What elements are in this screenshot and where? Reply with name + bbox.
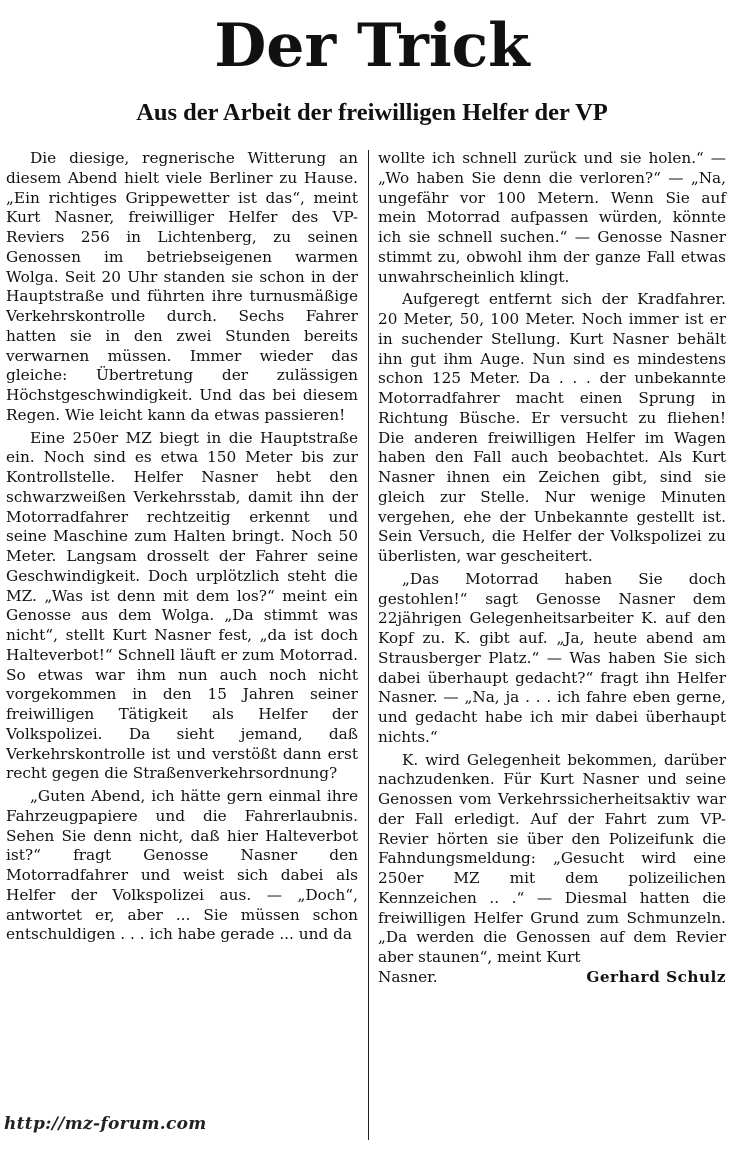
- paragraph: wollte ich schnell zurück und sie holen.“ — „Wo haben Sie denn die verloren?“ — „Na, ungefähr vor 100 Metern. Wenn Sie auf mein Motorrad aufpassen würden, könnte ich sie schnell suchen.“ — Genosse Nasner stimmt zu, obwohl ihm der ganze Fall etwas unwahrscheinlich klingt.: [378, 149, 726, 286]
- closing-line: [378, 968, 726, 988]
- headline: Der Trick: [214, 11, 530, 81]
- paragraph: K. wird Gelegenheit bekommen, darüber nachzudenken. Für Kurt Nasner und seine Genossen vom Verkehrssicherheitsaktiv war der Fall erledigt. Auf der Fahrt zum VP-Revier hörten sie über den Polizeifunk die Fahndungsmeldung: „Gesucht wird eine 250er MZ mit dem polizeilichen Kennzeichen .. .“ — Diesmal hatten die freiwilligen Helfer Grund zum Schmunzeln. „Da werden die Genossen auf dem Revier aber staunen“, meint Kurt: [378, 750, 726, 966]
- column-divider: [368, 150, 369, 1140]
- article-column-right: [378, 149, 726, 988]
- article-column-left: [6, 149, 358, 945]
- paragraph: „Guten Abend, ich hätte gern einmal ihre Fahrzeugpapiere und die Fahrerlaubnis. Sehen Sie denn nicht, daß hier Halteverbot ist?“ fragt Genosse Nasner den Motorradfahrer und weist sich dabei als Helfer der Volkspolizei aus. — „Doch“, antwortet er, aber ... Sie müssen schon entschuldigen . . . ich habe gerade ... und da: [6, 787, 358, 944]
- paragraph: Eine 250er MZ biegt in die Hauptstraße ein. Noch sind es etwa 150 Meter bis zur Kontrollstelle. Helfer Nasner hebt den schwarzweißen Verkehrsstab, damit ihn der Motorradfahrer rechtzeitig erkennt und seine Maschine zum Halten bringt. Noch 50 Meter. Langsam drosselt der Fahrer seine Geschwindigkeit. Doch urplötzlich steht die MZ. „Was ist denn mit dem los?“ meint ein Genosse aus dem Wolga. „Da stimmt was nicht“, stellt Kurt Nasner fest, „da ist doch Halteverbot!“ Schnell läuft er zum Motorrad. So etwas war ihm nun auch noch nicht vorgekommen in den 15 Jahren seiner freiwilligen Tätigkeit als Helfer der Volkspolizei. Da sieht jemand, daß Verkehrskontrolle ist und verstößt dann erst recht gegen die Straßenverkehrsordnung?: [6, 428, 358, 783]
- watermark-url: http://mz-forum.com: [4, 1114, 207, 1134]
- subheadline: Aus der Arbeit der freiwilligen Helfer der VP: [136, 99, 608, 126]
- paragraph: Aufgeregt entfernt sich der Kradfahrer. 20 Meter, 50, 100 Meter. Noch immer ist er in suchender Stellung. Kurt Nasner behält ihn gut ihm Auge. Nun sind es mindestens schon 125 Meter. Da . . . der unbekannte Motorradfahrer macht einen Sprung in Richtung Büsche. Er versucht zu fliehen! Die anderen freiwilligen Helfer im Wagen haben den Fall auch beobachtet. Als Kurt Nasner ihnen ein Zeichen gibt, sind sie gleich zur Stelle. Nur wenige Minuten vergehen, ehe der Unbekannte gestellt ist. Sein Versuch, die Helfer der Volkspolizei zu überlisten, war gescheitert.: [378, 290, 726, 565]
- paragraph: „Das Motorrad haben Sie doch gestohlen!“ sagt Genosse Nasner dem 22jährigen Gelegenheitsarbeiter K. auf den Kopf zu. K. gibt auf. „Ja, heute abend am Strausberger Platz.“ — Was haben Sie sich dabei überhaupt gedacht?“ fragt ihn Helfer Nasner. — „Na, ja . . . ich fahre eben gerne, und gedacht habe ich mir dabei überhaupt nichts.“: [378, 569, 726, 746]
- author-byline: Gerhard Schulz: [586, 967, 726, 986]
- closing-word: Nasner.: [378, 967, 438, 986]
- paragraph: Die diesige, regnerische Witterung an diesem Abend hielt viele Berliner zu Hause. „Ein richtiges Grippewetter ist das“, meint Kurt Nasner, freiwilliger Helfer des VP-Reviers 256 in Lichtenberg, zu seinen Genossen im betriebseigenen warmen Wolga. Seit 20 Uhr standen sie schon in der Hauptstraße und führten ihre turnusmäßige Verkehrskontrolle durch. Sechs Fahrer hatten sie in den zwei Stunden bereits verwarnen müssen. Immer wieder das gleiche: Übertretung der zulässigen Höchstgeschwindigkeit. Und das bei diesem Regen. Wie leicht kann da etwas passieren!: [6, 149, 358, 424]
